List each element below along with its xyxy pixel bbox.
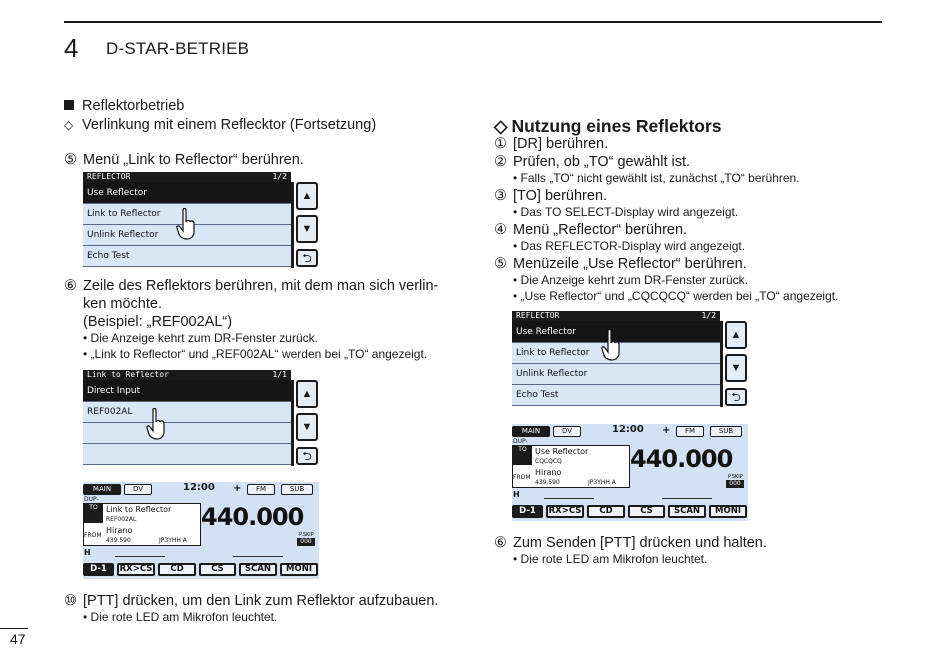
scroll-up-button[interactable]: ▲ — [296, 380, 318, 408]
right-step-2: ② Prüfen, ob „TO“ gewählt ist. — [494, 154, 691, 170]
main-badge: MAIN — [83, 484, 121, 495]
right-step-5-bullet-1: • Die Anzeige kehrt zum DR-Fenster zurück. — [513, 273, 748, 287]
cs-button[interactable]: CS — [199, 563, 236, 576]
page-number: 47 — [10, 631, 26, 647]
finger-pointer-icon — [175, 208, 197, 240]
section-title: Reflektorbetrieb — [64, 98, 184, 115]
back-button[interactable]: ⮌ — [296, 249, 318, 267]
chapter-title: D-STAR-BETRIEB — [106, 39, 250, 58]
right-step-5: ⑤ Menüzeile „Use Reflector“ berühren. — [494, 256, 747, 272]
from-freq: 439.590 — [535, 479, 560, 486]
cs-button[interactable]: CS — [628, 505, 665, 518]
right-step-3-bullet: • Das TO SELECT-Display wird angezeigt. — [513, 205, 739, 219]
chapter-number: 4 — [64, 33, 79, 63]
reflector-menu-screen-right — [512, 311, 748, 407]
to-call: CQCQCQ — [535, 458, 562, 465]
screen-title-bar: Link to Reflector 1/1 — [83, 370, 291, 380]
main-display-left — [83, 482, 319, 579]
menu-item-use-reflector[interactable]: Use Reflector — [83, 182, 291, 204]
frequency-display: 440.000 — [201, 503, 304, 531]
d1-button[interactable]: D-1 — [83, 563, 114, 576]
scroll-up-button[interactable]: ▲ — [725, 321, 747, 349]
to-name: Use Reflector — [535, 447, 589, 456]
subsection-title: ◇ Verlinkung mit einem Reflecktor (Fortsetzung) — [64, 117, 377, 133]
screen-title-bar: REFLECTOR 1/2 — [83, 172, 291, 182]
frequency-display: 440.000 — [630, 445, 733, 473]
plus-icon: + — [233, 483, 242, 494]
right-step-5-bullet-2: • „Use Reflector“ und „CQCQCQ“ werden bei „TO“ angezeigt. — [513, 289, 839, 303]
cd-button[interactable]: CD — [158, 563, 196, 576]
left-step-10-bullet: • Die rote LED am Mikrofon leuchtet. — [83, 610, 278, 624]
reflector-menu-screen-left — [83, 172, 319, 268]
diamond-icon: ◇ — [494, 116, 508, 136]
clock: 12:00 — [183, 482, 215, 493]
menu-item-empty[interactable] — [83, 444, 291, 465]
rx-cs-button[interactable]: RX>CS — [117, 563, 155, 576]
moni-button[interactable]: MONI — [280, 563, 318, 576]
to-name: Link to Reflector — [106, 505, 172, 514]
page-rule — [0, 628, 28, 629]
diamond-icon: ◇ — [64, 118, 74, 132]
scrollbar[interactable] — [291, 380, 294, 466]
left-step-6-bullet-2: • „Link to Reflector“ und „REF002AL“ werden bei „TO“ angezeigt. — [83, 347, 428, 361]
s-meter-left — [544, 498, 594, 499]
left-step-5: ⑤ Menü „Link to Reflector“ berühren. — [64, 152, 304, 168]
finger-pointer-icon — [145, 408, 167, 440]
menu-item-unlink-reflector[interactable]: Unlink Reflector — [512, 364, 720, 385]
power-level: H — [513, 490, 520, 499]
menu-item-unlink-reflector[interactable]: Unlink Reflector — [83, 225, 291, 246]
menu-item-empty[interactable] — [83, 423, 291, 444]
scrollbar[interactable] — [291, 182, 294, 268]
link-to-reflector-screen — [83, 370, 319, 466]
pskip-label: P.SKIP — [299, 532, 314, 538]
d1-button[interactable]: D-1 — [512, 505, 543, 518]
scrollbar[interactable] — [720, 321, 723, 407]
screen-title-bar: REFLECTOR 1/2 — [512, 311, 720, 321]
left-step-6: ⑥ Zeile des Reflektors berühren, mit dem man sich verlin- — [64, 278, 439, 294]
s-meter-left — [115, 556, 165, 557]
rx-cs-button[interactable]: RX>CS — [546, 505, 584, 518]
main-badge: MAIN — [512, 426, 550, 437]
sub-badge: SUB — [281, 484, 313, 495]
scroll-down-button[interactable]: ▼ — [725, 354, 747, 382]
pskip-label: P.SKIP — [728, 474, 743, 480]
from-freq: 439.590 — [106, 537, 131, 544]
top-rule — [64, 21, 882, 23]
back-button[interactable]: ⮌ — [296, 447, 318, 465]
from-label: FROM — [513, 474, 531, 481]
cd-button[interactable]: CD — [587, 505, 625, 518]
menu-item-direct-input[interactable]: Direct Input — [83, 380, 291, 402]
to-field[interactable]: TO — [513, 446, 532, 465]
menu-item-echo-test[interactable]: Echo Test — [83, 246, 291, 267]
from-name: Hirano — [106, 526, 133, 535]
sub-badge: SUB — [710, 426, 742, 437]
right-step-6: ⑥ Zum Senden [PTT] drücken und halten. — [494, 535, 767, 551]
to-field[interactable]: TO — [84, 504, 103, 523]
menu-item-link-to-reflector[interactable]: Link to Reflector — [83, 204, 291, 225]
channel-number: 000 — [726, 480, 744, 488]
main-display-right — [512, 424, 748, 521]
menu-item-use-reflector[interactable]: Use Reflector — [512, 321, 720, 343]
menu-item-ref002al[interactable]: REF002AL — [83, 402, 291, 423]
left-step-6-bullet-1: • Die Anzeige kehrt zum DR-Fenster zurück. — [83, 331, 318, 345]
right-heading: ◇ Nutzung eines Reflektors — [494, 116, 722, 136]
menu-item-echo-test[interactable]: Echo Test — [512, 385, 720, 406]
channel-number: 000 — [297, 538, 315, 546]
mode-badge: DV — [553, 426, 581, 437]
right-step-4: ④ Menü „Reflector“ berühren. — [494, 222, 688, 238]
mode-badge: DV — [124, 484, 152, 495]
to-call: REF002AL — [106, 516, 137, 523]
scroll-up-button[interactable]: ▲ — [296, 182, 318, 210]
fm-badge: FM — [676, 426, 704, 437]
fm-badge: FM — [247, 484, 275, 495]
s-meter-right — [662, 498, 712, 499]
left-step-10: ⑩ [PTT] drücken, um den Link zum Reflektor aufzubauen. — [64, 593, 439, 609]
scroll-down-button[interactable]: ▼ — [296, 215, 318, 243]
scan-button[interactable]: SCAN — [668, 505, 706, 518]
back-button[interactable]: ⮌ — [725, 388, 747, 406]
dup-label: DUP- — [513, 438, 528, 445]
s-meter-right — [233, 556, 283, 557]
right-step-1: ① [DR] berühren. — [494, 136, 609, 152]
dup-label: DUP- — [84, 496, 99, 503]
moni-button[interactable]: MONI — [709, 505, 747, 518]
menu-item-link-to-reflector[interactable]: Link to Reflector — [512, 343, 720, 364]
from-call: JP3YHH A — [159, 537, 187, 544]
left-step-6-line2: ken möchte. — [83, 296, 162, 312]
right-step-6-bullet: • Die rote LED am Mikrofon leuchtet. — [513, 552, 708, 566]
from-label: FROM — [84, 532, 102, 539]
scan-button[interactable]: SCAN — [239, 563, 277, 576]
clock: 12:00 — [612, 424, 644, 435]
square-bullet-icon — [64, 100, 74, 110]
power-level: H — [84, 548, 91, 557]
right-step-3: ③ [TO] berühren. — [494, 188, 608, 204]
from-name: Hirano — [535, 468, 562, 477]
finger-pointer-icon — [600, 329, 622, 361]
left-step-6-line3: (Beispiel: „REF002AL“) — [83, 314, 233, 330]
right-step-4-bullet: • Das REFLECTOR-Display wird angezeigt. — [513, 239, 746, 253]
right-step-2-bullet: • Falls „TO“ nicht gewählt ist, zunächst „TO“ berühren. — [513, 171, 800, 185]
plus-icon: + — [662, 425, 671, 436]
from-call: JP3YHH A — [588, 479, 616, 486]
scroll-down-button[interactable]: ▼ — [296, 413, 318, 441]
